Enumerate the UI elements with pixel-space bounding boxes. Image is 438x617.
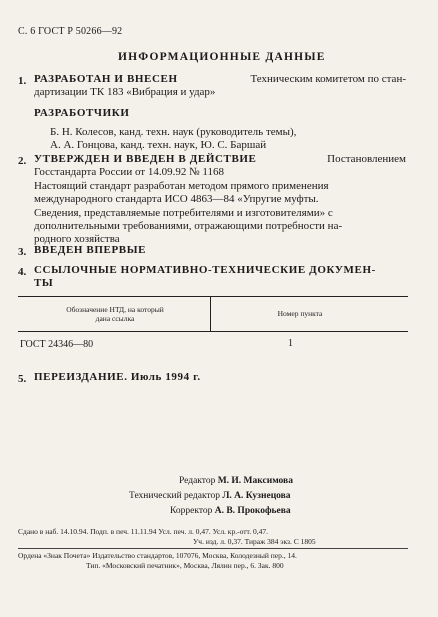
editor-name: М. И. Максимова [217,476,293,486]
section-2-line1-rest: Постановлением [327,153,406,165]
tech-editor-credit [129,491,291,501]
table-header-clause: Номер пункта [277,309,323,318]
imprint-line2: Уч. изд. л. 0,37. Тираж 384 экз. С 1805 [193,537,316,546]
imprint-line4: Тип. «Московский печатник», Москва, Лялин пер., 6. Зак. 800 [86,561,284,570]
table-header-doc-line1: Обозначение НТД, на который [66,305,164,314]
tech-editor-name: Л. А. Кузнецова [222,491,291,501]
section-3-number: 3. [18,246,27,258]
developers-list [34,126,414,153]
editor-credit [179,476,293,486]
section-2-number: 2. [18,155,27,167]
section-4-heading-line2: ТЫ [34,277,54,290]
section-2 [34,153,406,247]
section-2-line4: международного стандарта ИСО 4863—84 «Упругие муфты. [34,193,319,206]
imprint-rule [18,548,408,549]
developers-heading [34,107,406,120]
section-3 [34,244,406,257]
page-header: С. 6 ГОСТ Р 50266—92 [18,26,123,37]
corrector-credit [170,506,291,516]
section-1-text-line1: Техническим комитетом по стан- [250,73,406,85]
section-1-heading: РАЗРАБОТАН И ВНЕСЕН [34,73,178,85]
document-title: ИНФОРМАЦИОННЫЕ ДАННЫЕ [118,51,326,63]
section-2-heading: УТВЕРЖДЕН И ВВЕДЕН В ДЕЙСТВИЕ [34,153,257,165]
section-3-heading: ВВЕДЕН ВПЕРВЫЕ [34,244,147,256]
section-1 [34,73,406,100]
section-4-number: 4. [18,266,27,278]
imprint-line3: Ордена «Знак Почета» Издательство стандартов, 107076, Москва, Колодезный пер., 14. [18,551,297,560]
corrector-label: Корректор [170,506,213,516]
table-column-divider [210,296,211,332]
developers-heading-text: РАЗРАБОТЧИКИ [34,107,130,119]
section-4-heading-line1: ССЫЛОЧНЫЕ НОРМАТИВНО-ТЕХНИЧЕСКИЕ ДОКУМЕН- [34,264,376,276]
table-top-rule [18,296,408,297]
section-5 [34,371,406,384]
corrector-name: А. В. Прокофьева [214,506,291,516]
table-cell-clause: 1 [288,338,293,349]
section-2-line7: родного хозяйства [34,233,120,246]
section-2-line5: Сведения, представляемые потребителями и изготовителями» с [34,206,333,219]
table-header-doc-line2: дана ссылка [95,314,135,323]
section-1-text-line2: дартизации ТК 183 «Вибрация и удар» [34,86,216,99]
table-header-doc [30,305,200,323]
imprint-line1: Сдано в наб. 14.10.94. Подп. в печ. 11.11.94 Усл. печ. л. 0,47. Усл. кр.-отт. 0,47. [18,527,268,536]
developer-line-1: Б. Н. Колесов, канд. техн. наук (руководитель темы), [50,126,297,138]
developer-line-2: А. А. Гонцова, канд. техн. наук, Ю. С. Баршай [50,139,267,152]
section-5-text: ПЕРЕИЗДАНИЕ. Июль 1994 г. [34,371,201,383]
section-2-line3: Настоящий стандарт разработан методом прямого применения [34,179,329,192]
editor-label: Редактор [179,476,216,486]
tech-editor-label: Технический редактор [129,491,220,501]
table-cell-doc: ГОСТ 24346—80 [20,339,94,350]
section-2-line2: Госстандарта России от 14.09.92 № 1168 [34,166,224,179]
section-4 [34,264,406,291]
section-1-number: 1. [18,75,27,87]
table-header-rule [18,331,408,332]
section-5-number: 5. [18,373,27,385]
section-2-line6: дополнительными требованиями, отражающими потребности на- [34,220,343,233]
